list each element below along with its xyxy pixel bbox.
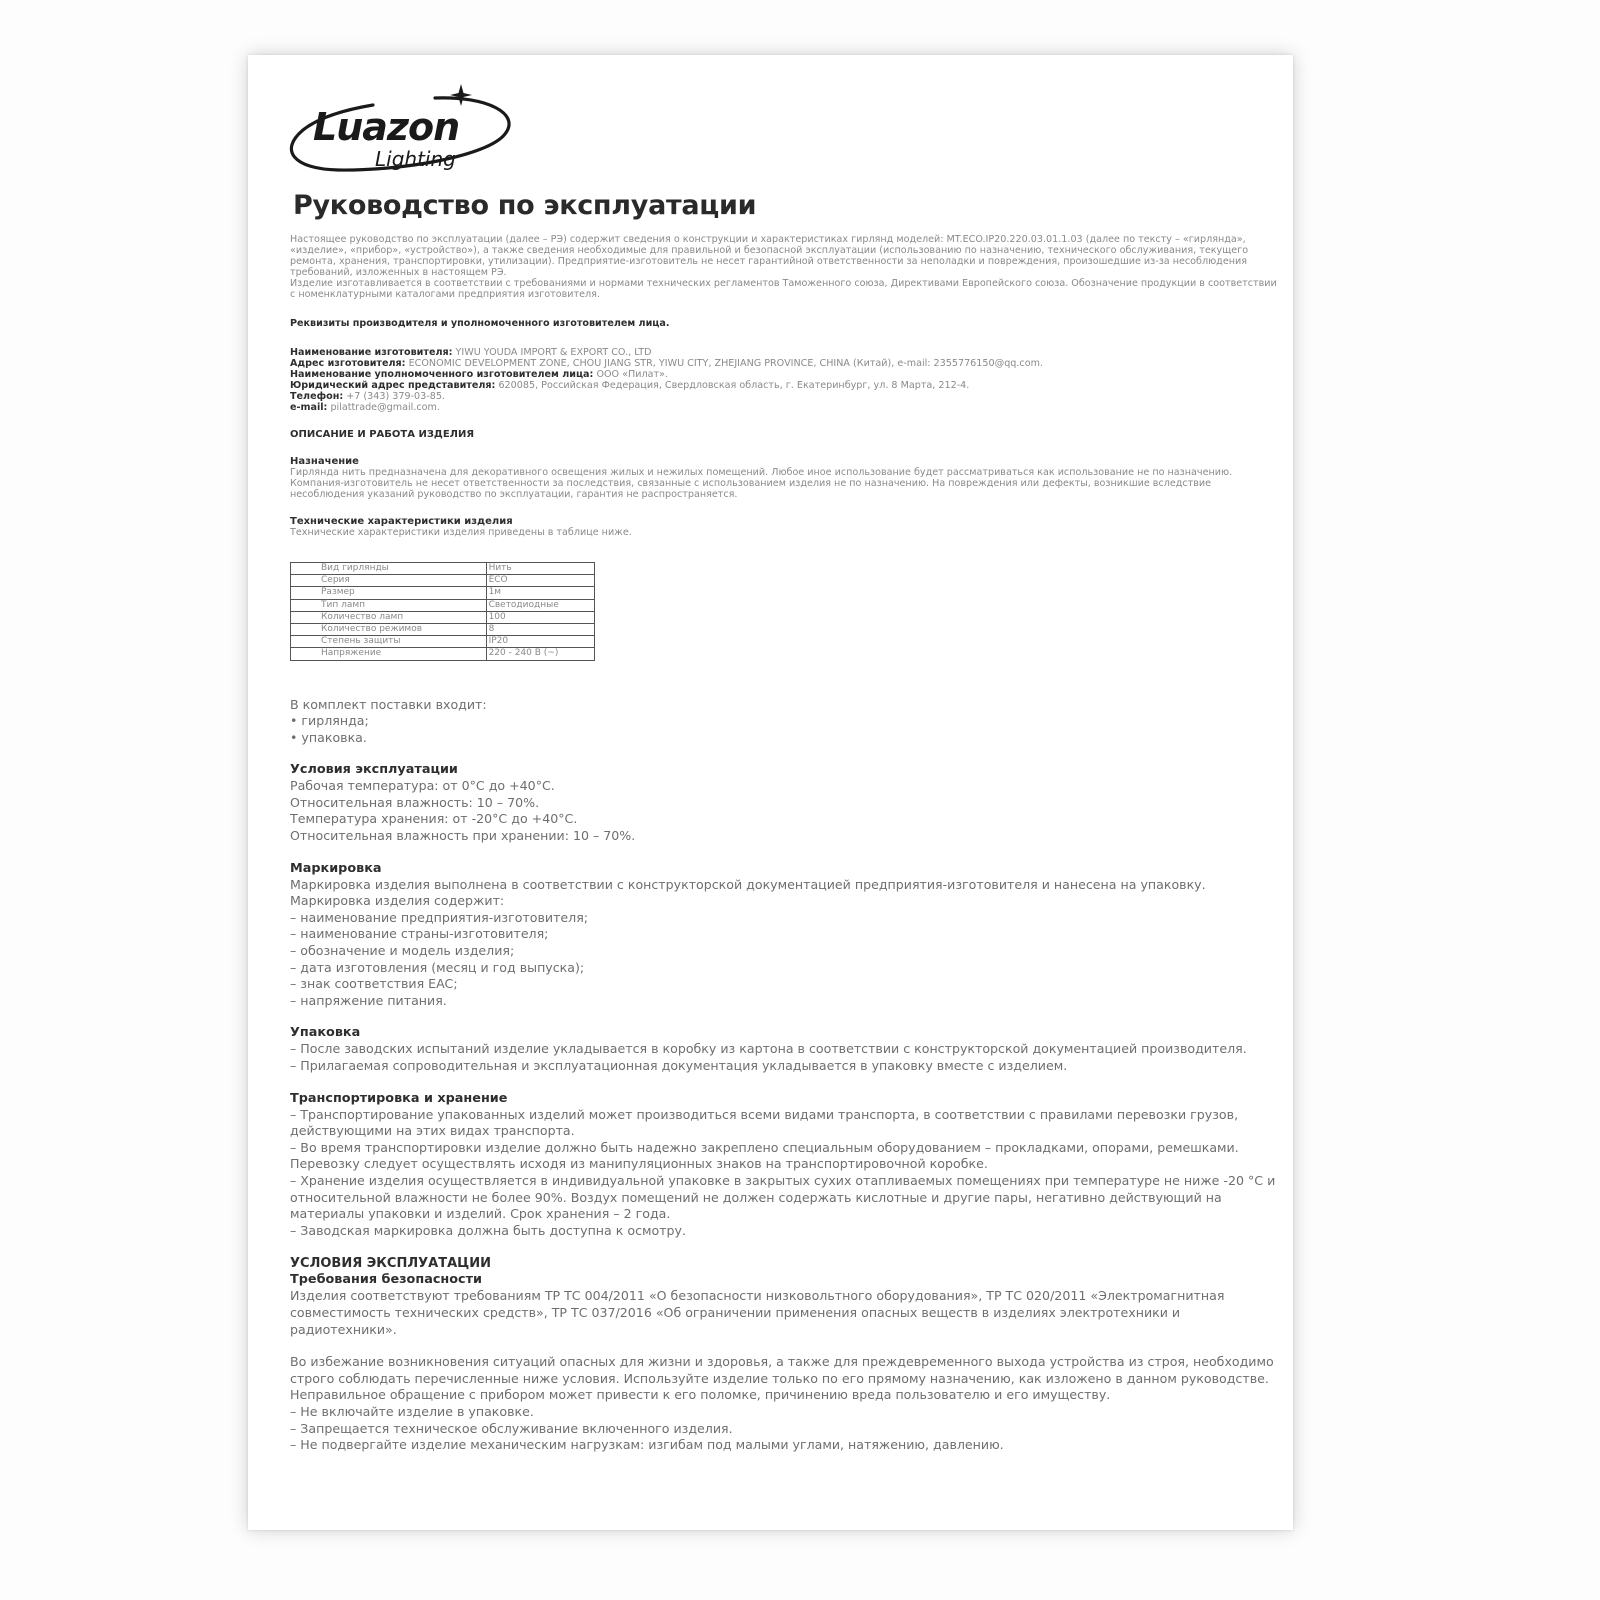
transport-heading: Транспортировка и хранение [290, 1090, 508, 1106]
purpose-paragraph: Гирлянда нить предназначена для декоративного освещения жилых и нежилых помещений. Любое иное использование будет рассматриваться как использование не по назначению. [290, 467, 1233, 478]
list-item: – обозначение и модель изделия; [290, 943, 515, 959]
list-item: Маркировка изделия содержит: [290, 893, 505, 909]
list-item: – Транспортирование упакованных изделий может производиться всеми видами транспорта, в соответствии с правилами перевозки грузов, действующими на этих видах транспорта. [290, 1106, 1239, 1139]
marking-section [290, 861, 1280, 1010]
requisite-label: Наименование уполномоченного изготовителем лица: [290, 369, 594, 380]
intro-paragraph: Изделие изготавливается в соответствии с требованиями и нормами технических регламентов Таможенного союза, Директивами Европейского союза. Обозначение продукции в соответствии с номенклатурными каталогами предприятия изготовителя. [290, 278, 1277, 300]
spec-name: Серия [291, 575, 487, 587]
intro-section [290, 234, 1280, 300]
list-item: – напряжение питания. [290, 992, 447, 1008]
spec-name: Степень защиты [291, 636, 487, 648]
table-row [291, 611, 595, 623]
spec-value: 220 - 240 В (~) [486, 648, 594, 660]
safety-heading: Требования безопасности [290, 1272, 483, 1288]
logo-sub-text: Lighting [375, 147, 456, 171]
list-item: – дата изготовления (месяц и год выпуска); [290, 959, 585, 975]
requisite-row [290, 369, 1280, 380]
list-item: – После заводских испытаний изделие укладывается в коробку из картона в соответствии с конструкторской документацией производителя. [290, 1041, 1247, 1057]
table-row [291, 648, 595, 660]
list-item: – наименование предприятия-изготовителя; [290, 909, 589, 925]
logo-mark [283, 78, 518, 178]
spec-value: 1м [486, 587, 594, 599]
list-item: – Во время транспортировки изделие должно быть надежно закреплено специальным оборудованием – прокладками, опорами, ремешками. Перевозку следует осуществлять исходя из манипуляционных знаков на транспортировочной коробке. [290, 1139, 1239, 1172]
table-row [291, 587, 595, 599]
list-item: • упаковка. [290, 729, 367, 745]
list-item: Температура хранения: от -20°С до +40°С. [290, 811, 578, 827]
table-row [291, 636, 595, 648]
document-body [290, 234, 1280, 1454]
requisite-label: Адрес изготовителя: [290, 358, 406, 369]
specs-intro: Технические характеристики изделия приведены в таблице ниже. [290, 527, 632, 538]
spec-value: Нить [486, 563, 594, 575]
requisite-value: ООО «Пилат». [596, 369, 668, 380]
transport-section [290, 1091, 1280, 1240]
safety-warning: Во избежание возникновения ситуаций опасных для жизни и здоровья, а также для преждевременного выхода устройства из строя, необходимо строго соблюдать перечисленные ниже условия. Используйте изделие только по его прямому назначению, как изложено в данном руководстве. Неправильное обращение с прибором может привести к его поломке, причинению вреда пользователю и его имуществу. [290, 1354, 1274, 1403]
packaging-section [290, 1025, 1280, 1074]
requisites-list [290, 347, 1280, 413]
list-item: – наименование страны-изготовителя; [290, 926, 549, 942]
spec-value: ECO [486, 575, 594, 587]
operating-heading: Условия эксплуатации [290, 762, 458, 778]
safety-section [290, 1255, 1280, 1453]
requisite-label: e-mail: [290, 402, 328, 413]
list-item: Относительная влажность при хранении: 10 – 70%. [290, 828, 636, 844]
requisite-value: +7 (343) 379-03-85. [346, 391, 445, 402]
operating-section [290, 762, 1280, 844]
spec-name: Напряжение [291, 648, 487, 660]
marking-heading: Маркировка [290, 860, 382, 876]
list-item: – Не подвергайте изделие механическим нагрузкам: изгибам под малыми углами, натяжению, давлению. [290, 1437, 1004, 1453]
specs-table [290, 562, 595, 661]
table-row [291, 563, 595, 575]
logo-brand-text: Luazon [313, 105, 460, 149]
description-section-title: ОПИСАНИЕ И РАБОТА ИЗДЕЛИЯ [290, 429, 475, 440]
kit-title: В комплект поставки входит: [290, 696, 487, 712]
packaging-heading: Упаковка [290, 1025, 361, 1041]
list-item: – знак соответствия EAC; [290, 976, 458, 992]
spec-value: Светодиодные [486, 599, 594, 611]
requisite-value: YIWU YOUDA IMPORT & EXPORT CO., LTD [455, 347, 652, 358]
list-item: – Хранение изделия осуществляется в индивидуальной упаковке в закрытых сухих отапливаемых помещениях при температуре не ниже -20 °С и относительной влажности не более 90%. Воздух помещений не должен содержать кислотные и другие пары, негативно действующий на материалы упаковки и изделий. Срок хранения – 2 года. [290, 1172, 1276, 1222]
list-item: • гирлянда; [290, 713, 369, 729]
spec-name: Количество режимов [291, 623, 487, 635]
list-item: – Не включайте изделие в упаковке. [290, 1403, 534, 1419]
specs-heading: Технические характеристики изделия [290, 516, 513, 527]
spec-name: Вид гирлянды [291, 563, 487, 575]
requisite-value: ECONOMIC DEVELOPMENT ZONE, CHOU JIANG STR, YIWU CITY, ZHEJIANG PROVINCE, CHINA (Китай), e-mail: 2355776150@qq.com. [408, 358, 1043, 369]
luazon-logo [283, 78, 518, 178]
kit-section [290, 697, 1280, 747]
requisite-value: 620085, Российская Федерация, Свердловская область, г. Екатеринбург, ул. 8 Марта, 212-4. [498, 380, 970, 391]
spec-name: Тип ламп [291, 599, 487, 611]
safety-caps-title: УСЛОВИЯ ЭКСПЛУАТАЦИИ [290, 1256, 491, 1272]
safety-paragraph: Изделия соответствуют требованиям ТР ТС 004/2011 «О безопасности низковольтного оборудования», ТР ТС 020/2011 «Электромагнитная совместимость технических средств», ТР ТС 037/2016 «Об ограничении применения опасных веществ в изделиях электротехники и радиотехники». [290, 1288, 1225, 1337]
purpose-heading: Назначение [290, 456, 359, 467]
requisite-row [290, 391, 1280, 402]
requisite-label: Юридический адрес представителя: [290, 380, 496, 391]
requisite-label: Наименование изготовителя: [290, 347, 453, 358]
list-item: Рабочая температура: от 0°С до +40°С. [290, 778, 555, 794]
requisite-row [290, 358, 1280, 369]
list-item: Относительная влажность: 10 – 70%. [290, 794, 540, 810]
table-row [291, 623, 595, 635]
spec-value: 8 [486, 623, 594, 635]
spec-value: 100 [486, 611, 594, 623]
table-row [291, 575, 595, 587]
spec-name: Размер [291, 587, 487, 599]
purpose-paragraph: Компания-изготовитель не несет ответственности за последствия, связанные с использованием изделия не по назначению. На повреждения или дефекты, возникшие вследствие несоблюдения указаний руководство по эксплуатации, гарантия не распространяется. [290, 478, 1212, 500]
list-item: – Запрещается техническое обслуживание включенного изделия. [290, 1420, 733, 1436]
requisites-title: Реквизиты производителя и уполномоченного изготовителем лица. [290, 318, 670, 329]
spec-name: Количество ламп [291, 611, 487, 623]
requisite-value: pilattrade@gmail.com. [330, 402, 440, 413]
requisite-row [290, 402, 1280, 413]
list-item: Маркировка изделия выполнена в соответствии с конструкторской документацией предприятия-изготовителя и нанесена на упаковку. [290, 876, 1206, 892]
list-item: – Заводская маркировка должна быть доступна к осмотру. [290, 1222, 686, 1238]
requisite-row [290, 380, 1280, 391]
requisite-label: Телефон: [290, 391, 344, 402]
page-title: Руководство по эксплуатации [293, 190, 757, 221]
list-item: – Прилагаемая сопроводительная и эксплуатационная документация укладывается в упаковку вместе с изделием. [290, 1058, 1068, 1073]
table-row [291, 599, 595, 611]
spec-value: IP20 [486, 636, 594, 648]
intro-paragraph: Настоящее руководство по эксплуатации (далее – РЭ) содержит сведения о конструкции и характеристиках гирлянд моделей: MT.ECO.IP20.220.03.01.1.03 (далее по тексту – «гирлянда», «изделие», «прибор», «устройство»), а также сведения необходимые для правильной и безопасной эксплуатации (использованию по назначению, технического обслуживания, текущего ремонта, хранения, транспортировки, утилизации). Предприятие-изготовитель не несет гарантийной ответственности за неполадки и повреждения, произошедшие из-за несоблюдения требований, изложенных в настоящем РЭ. [290, 234, 1249, 278]
requisite-row [290, 347, 1280, 358]
